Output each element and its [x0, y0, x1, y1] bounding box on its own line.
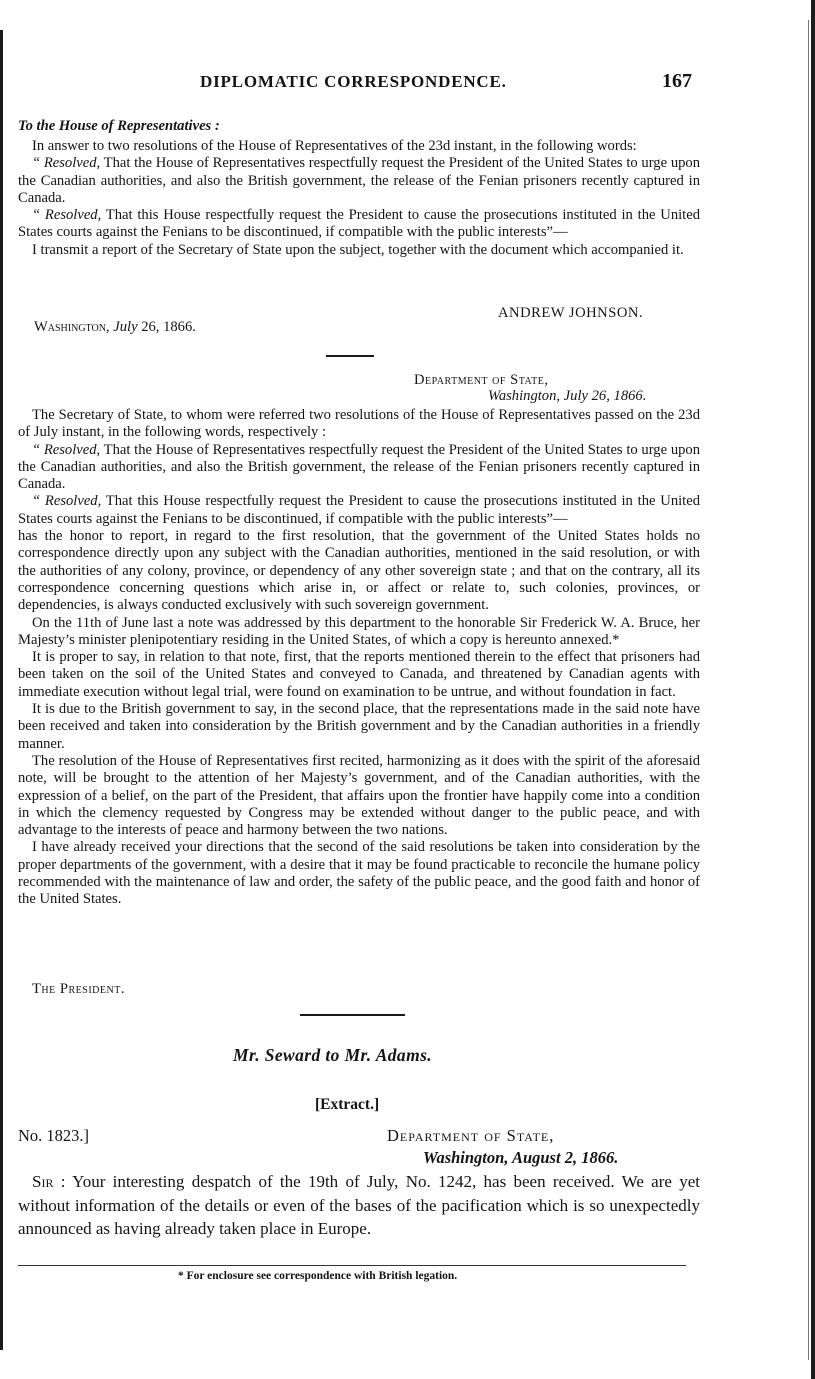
section-divider	[326, 355, 374, 357]
report-body	[18, 407, 700, 909]
resolution-text: That this House respectfully request the President to cause the prosecutions instituted in the United States courts against the Fenians to be discontinued, if compatible with the public interests”—	[18, 207, 700, 241]
dateline-month: July	[113, 319, 138, 335]
section-divider	[300, 1014, 405, 1016]
letter-title: Mr. Seward to Mr. Adams.	[233, 1045, 433, 1065]
resolution-text: That the House of Representatives respectfully request the President of the United States to urge upon the Canadian authorities, and also the British government, the release of the Fenian prisoners recently captured in Canada.	[18, 441, 701, 493]
page-left-edge	[0, 30, 3, 1350]
message-intro: In answer to two resolutions of the House of Representatives of the 23d instant, in the following words:	[32, 138, 637, 154]
resolution-text: That the House of Representatives respectfully request the President of the United States to urge upon the Canadian authorities, and also the British government, the release of the Fenian prisoners recently captured in Canada.	[18, 155, 701, 206]
letter-paragraph	[18, 1170, 700, 1241]
report-closing: The President.	[32, 981, 125, 997]
resolved-label: “ Resolved,	[32, 207, 102, 224]
letter-department: Department of State,	[387, 1126, 555, 1145]
page-number: 167	[662, 70, 692, 92]
message-resolution-1	[18, 155, 700, 207]
message-body	[18, 138, 700, 259]
message-dateline	[34, 319, 196, 336]
despatch-number: No. 1823.]	[18, 1126, 90, 1145]
message-addressee: To the House of Representatives :	[18, 118, 220, 134]
extract-label: [Extract.]	[315, 1096, 380, 1113]
report-resolution-1	[18, 442, 700, 494]
report-department: Department of State,	[414, 372, 549, 388]
running-head: DIPLOMATIC CORRESPONDENCE.	[200, 72, 507, 91]
footnote: * For enclosure see correspondence with British legation.	[178, 1270, 458, 1282]
letter-text: Your interesting despatch of the 19th of July, No. 1242, has been received. We are yet without information of the details or even of the bases of the pacification which is so unexpectedly announced as having already taken place in Europe.	[18, 1172, 700, 1238]
report-june-note: On the 11th of June last a note was addressed by this department to the honorable Sir Frederick W. A. Bruce, her Majesty’s minister plenipotentiary residing in the United States, of which a copy is hereunto annexed.*	[18, 614, 700, 648]
page-right-edge-line	[808, 20, 809, 1360]
resolved-label: “ Resolved,	[32, 441, 101, 458]
page-right-edge	[811, 0, 815, 1379]
signer: ANDREW JOHNSON.	[498, 305, 644, 321]
report-resolution-2	[18, 493, 700, 528]
report-intro: The Secretary of State, to whom were referred two resolutions of the House of Representatives passed on the 23d of July instant, in the following words, respectively :	[18, 407, 700, 441]
dateline-place: Washington,	[34, 319, 114, 335]
dateline-rest: 26, 1866.	[137, 319, 196, 335]
letter-place-date: Washington, August 2, 1866.	[423, 1148, 619, 1167]
report-place-date: Washington, July 26, 1866.	[488, 388, 647, 404]
message-resolution-2	[18, 207, 700, 242]
report-due-paragraph: It is due to the British government to say, in the second place, that the representations made in the said note have been received and taken into consideration by the British government and by the Canadian authorities in a friendly manner.	[18, 701, 700, 752]
message-transmit: I transmit a report of the Secretary of State upon the subject, together with the document which accompanied it.	[32, 241, 684, 258]
resolved-label: “ Resolved,	[32, 493, 102, 510]
salutation: Sir :	[32, 1172, 66, 1191]
resolution-text: That this House respectfully request the President to cause the prosecutions instituted in the United States courts against the Fenians to be discontinued, if compatible with the public interests”—	[18, 493, 700, 527]
report-directions: I have already received your directions that the second of the said resolutions be taken into consideration by the proper departments of the government, with a desire that it may be found practicable to reconcile the humane policy recommended with the maintenance of law and order, the safety of the public peace, and the good faith and honor of the United States.	[18, 839, 700, 908]
report-honor-paragraph: has the honor to report, in regard to the first resolution, that the government of the United States holds no correspondence directly upon any subject with the Canadian authorities, mentioned in the said resolution, or with the authorities of any colony, province, or dependency of any other sovereign state ; and that on the contrary, all its correspondence concerning questions which arise in, or affect or relate to, such colonies, provinces, or dependencies, is always conducted exclusively with such sovereign government.	[18, 528, 700, 614]
letter-body	[18, 1170, 700, 1241]
resolved-label: “ Resolved,	[32, 155, 101, 172]
report-proper-paragraph: It is proper to say, in relation to that note, first, that the reports mentioned therein to the effect that prisoners had been taken on the soil of the United States and conveyed to Canada, and threatened by Canadian agents with immediate execution without legal trial, were found on examination to be untrue, and without foundation in fact.	[18, 649, 700, 700]
report-resolution-first: The resolution of the House of Representatives first recited, harmonizing as it does with the spirit of the aforesaid note, will be brought to the attention of her Majesty’s government, and of the Canadian authorities, with the expression of a belief, on the part of the President, that affairs upon the frontier have happily come into a condition in which the clemency requested by Congress may be extended without danger to the public peace, and with advantage to the interests of peace and harmony between the two nations.	[18, 752, 700, 839]
footnote-rule	[18, 1265, 686, 1266]
